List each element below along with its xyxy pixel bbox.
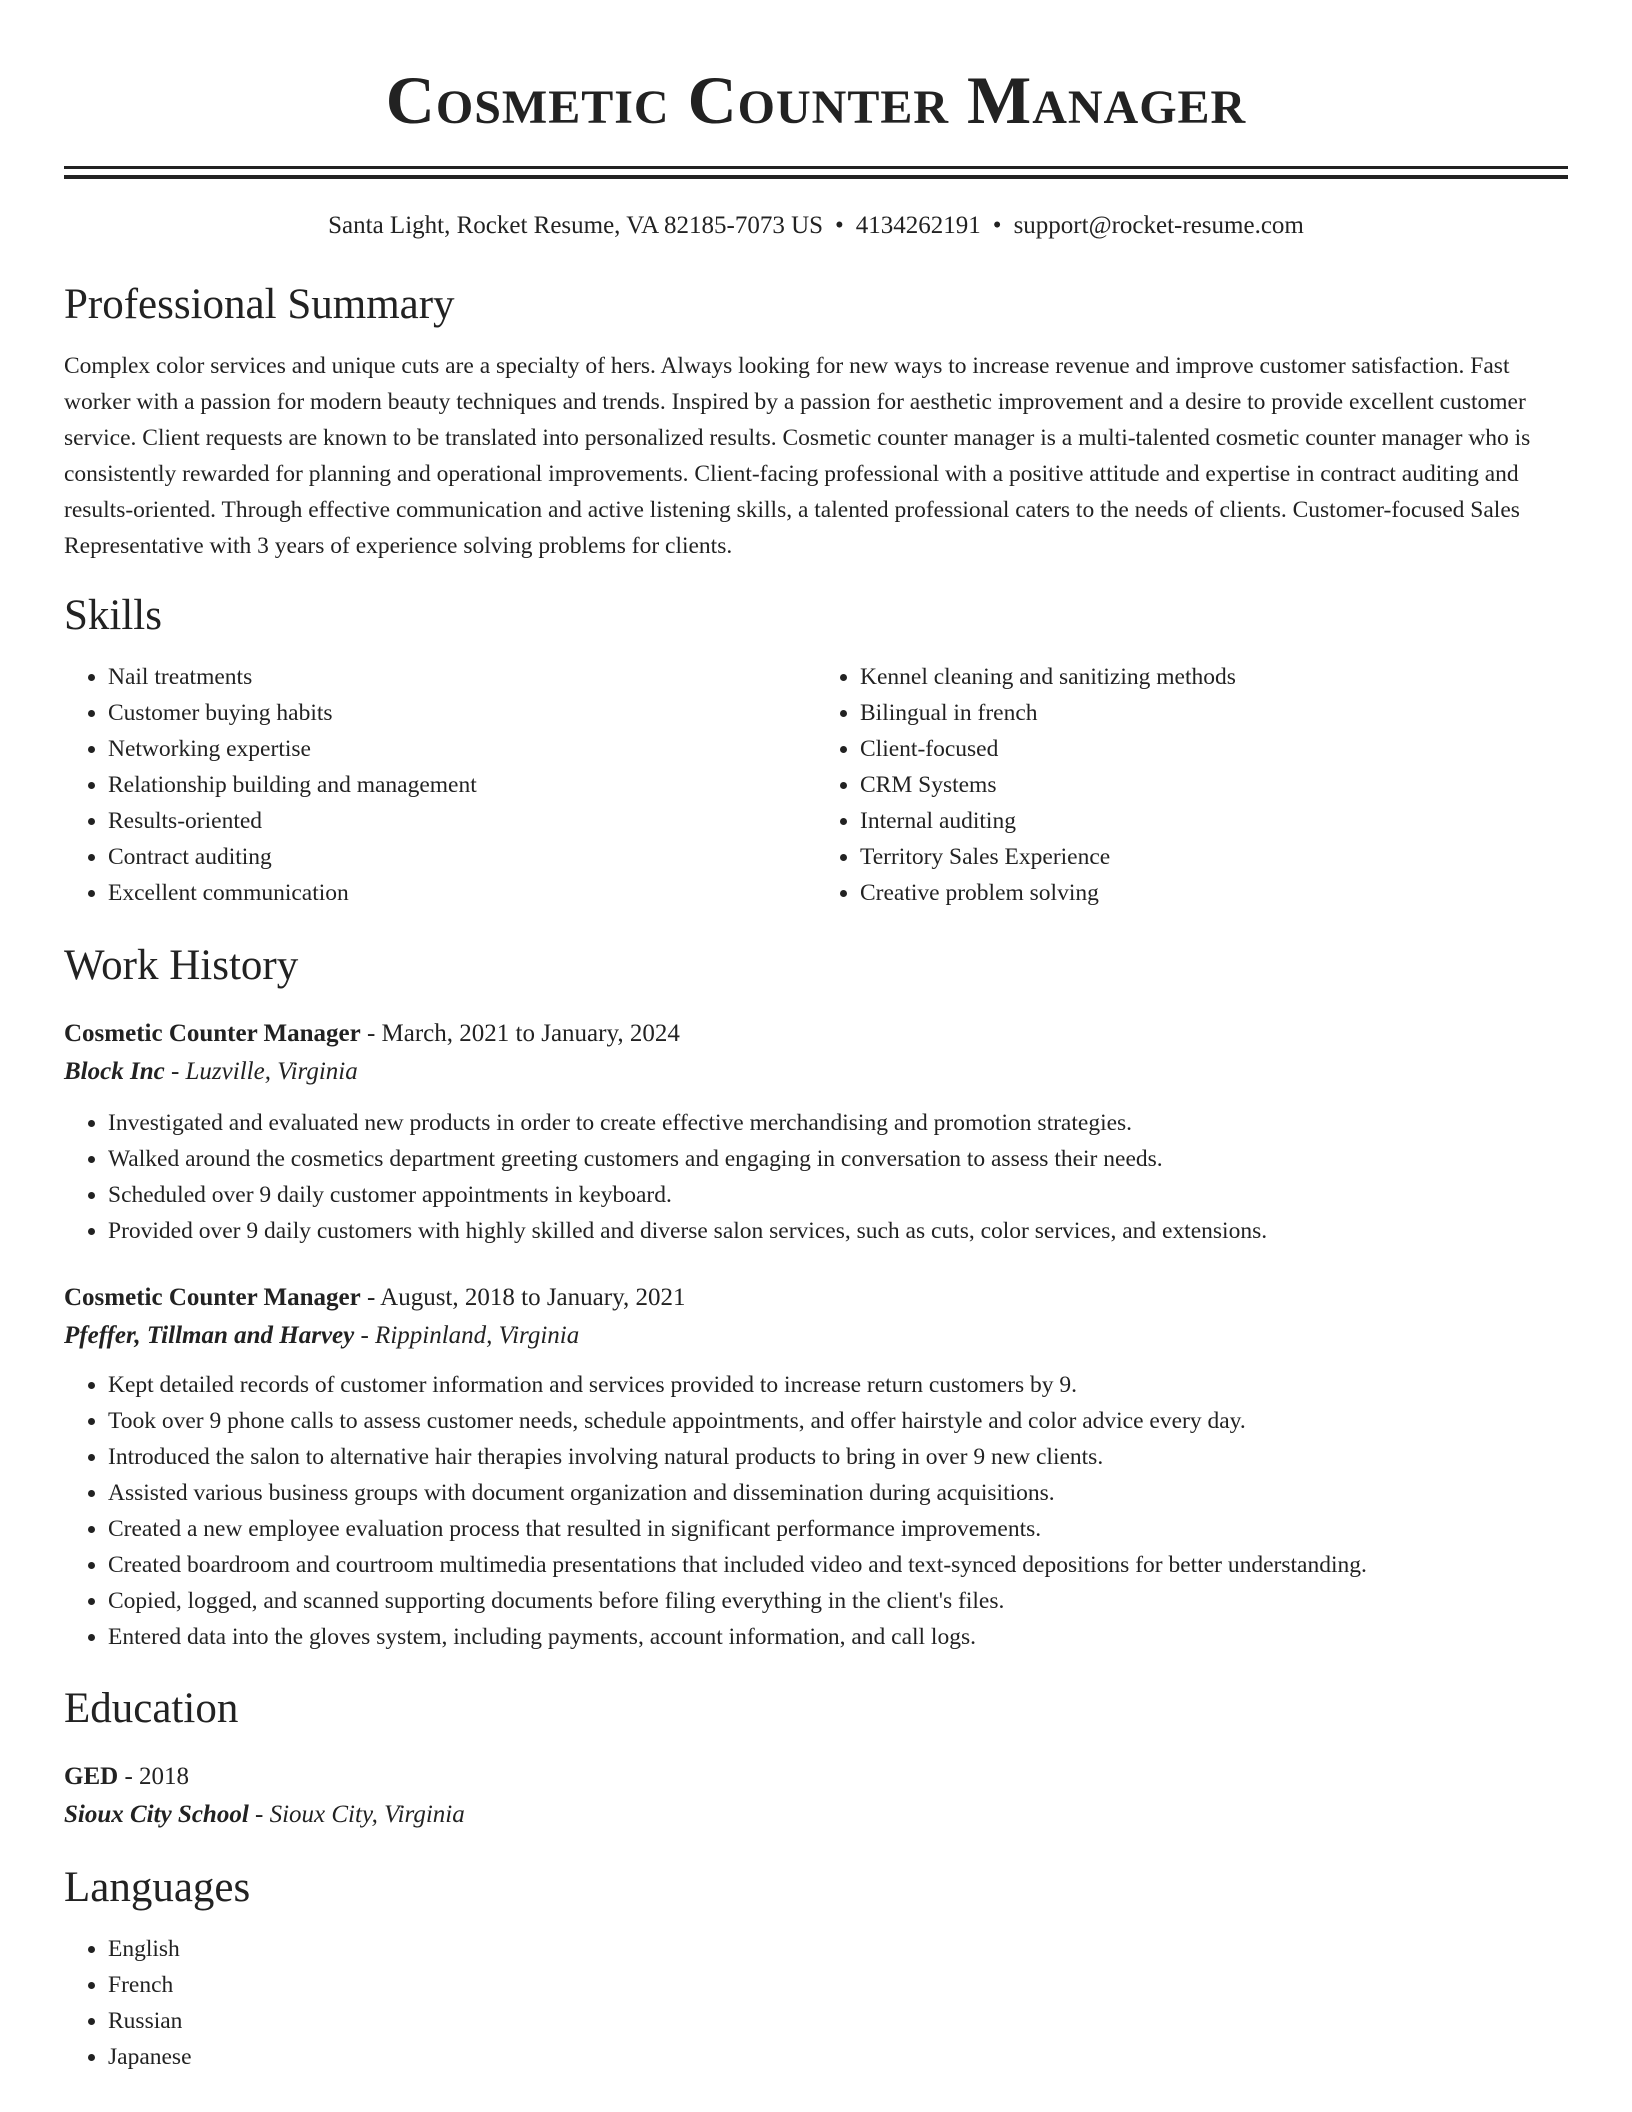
contact-phone: 4134262191 — [855, 212, 981, 239]
education-location: - Sioux City, Virginia — [255, 1801, 465, 1828]
skill-item: • Territory Sales Experience — [860, 839, 1568, 875]
skill-item: • Relationship building and management — [108, 767, 816, 803]
job-duty: • Created boardroom and courtroom multimedia presentations that included video and text-synced depositions for better understanding. — [108, 1547, 1568, 1583]
job-company: Block Inc — [64, 1058, 165, 1085]
job-duties-list — [64, 1105, 1568, 1249]
languages-heading: Languages — [64, 1864, 251, 1911]
job-employer — [64, 1053, 1568, 1091]
job-duty: • Walked around the cosmetics department greeting customers and engaging in conversation to assess their needs. — [108, 1141, 1568, 1177]
skill-item: • Customer buying habits — [108, 695, 816, 731]
job-heading — [64, 1279, 1568, 1317]
skills-columns — [64, 659, 1568, 911]
job-duty: • Scheduled over 9 daily customer appointments in keyboard. — [108, 1177, 1568, 1213]
skill-item: • Creative problem solving — [860, 875, 1568, 911]
job-title: Cosmetic Counter Manager — [64, 1020, 361, 1047]
job-location: - Luzville, Virginia — [170, 1058, 358, 1085]
resume-name: Cosmetic Counter Manager — [385, 62, 1247, 138]
education-year: - 2018 — [124, 1763, 190, 1790]
skill-item: • Bilingual in french — [860, 695, 1568, 731]
contact-separator: • — [835, 212, 844, 239]
job-employer — [64, 1317, 1568, 1355]
work-history-heading: Work History — [64, 942, 299, 989]
job-duty: • Copied, logged, and scanned supporting documents before filing everything in the client's files. — [108, 1583, 1568, 1619]
contact-email[interactable]: support@rocket-resume.com — [1013, 212, 1304, 239]
skills-list-left — [64, 659, 816, 911]
education-degree: GED — [64, 1763, 119, 1790]
language-item: • Russian — [108, 2003, 1568, 2039]
job-duty: • Provided over 9 daily customers with highly skilled and diverse salon services, such as cuts, color services, and extensions. — [108, 1213, 1568, 1249]
education-school-line — [64, 1796, 1568, 1834]
job-location: - Rippinland, Virginia — [360, 1322, 580, 1349]
skills-heading: Skills — [64, 592, 162, 639]
job-company: Pfeffer, Tillman and Harvey — [64, 1322, 355, 1349]
job-duty: • Created a new employee evaluation process that resulted in significant performance improvements. — [108, 1511, 1568, 1547]
contact-separator: • — [992, 212, 1002, 239]
job-duty: • Assisted various business groups with document organization and dissemination during acquisitions. — [108, 1475, 1568, 1511]
job-duty: • Introduced the salon to alternative hair therapies involving natural products to bring in over 9 new clients. — [108, 1439, 1568, 1475]
skill-item: • CRM Systems — [860, 767, 1568, 803]
skill-item: • Excellent communication — [108, 875, 816, 911]
job-duty: • Entered data into the gloves system, including payments, account information, and call logs. — [108, 1619, 1568, 1655]
contact-address: Santa Light, Rocket Resume, VA 82185-7073 US — [328, 212, 824, 239]
language-item: • Japanese — [108, 2039, 1568, 2075]
skill-item: • Results-oriented — [108, 803, 816, 839]
job-dates: - March, 2021 to January, 2024 — [366, 1020, 680, 1047]
language-item: • French — [108, 1967, 1568, 2003]
skill-item: • Contract auditing — [108, 839, 816, 875]
header-divider — [64, 166, 1568, 179]
skill-item: • Client-focused — [860, 731, 1568, 767]
summary-heading: Professional Summary — [64, 281, 455, 328]
languages-list — [64, 1931, 1568, 2075]
job-duty: • Investigated and evaluated new products in order to create effective merchandising and promotion strategies. — [108, 1105, 1568, 1141]
skill-item: • Networking expertise — [108, 731, 816, 767]
skill-item: • Kennel cleaning and sanitizing methods — [860, 659, 1568, 695]
job-duties-list — [64, 1367, 1568, 1655]
education-degree-line — [64, 1758, 1568, 1796]
job-heading — [64, 1015, 1568, 1053]
job-title: Cosmetic Counter Manager — [64, 1284, 361, 1311]
education-heading: Education — [64, 1685, 239, 1732]
job-duty: • Took over 9 phone calls to assess customer needs, schedule appointments, and offer hairstyle and color advice every day. — [108, 1403, 1568, 1439]
job-dates: - August, 2018 to January, 2021 — [366, 1284, 686, 1311]
skill-item: • Internal auditing — [860, 803, 1568, 839]
education-school: Sioux City School — [64, 1801, 249, 1828]
skill-item: • Nail treatments — [108, 659, 816, 695]
skills-list-right — [816, 659, 1568, 911]
summary-text: Complex color services and unique cuts are a specialty of hers. Always looking for new ways to increase revenue and improve customer satisfaction. Fast worker with a passion for modern beauty techniques and trends. Inspired by a passion for aesthetic improvement and a desire to provide excellent customer service. Client requests are known to be translated into personalized results. Cosmetic counter manager is a multi-talented cosmetic counter manager who is consistently rewarded for planning and operational improvements. Client-facing professional with a positive attitude and expertise in contract auditing and results-oriented. Through effective communication and active listening skills, a talented professional caters to the needs of clients. Customer-focused Sales Representative with 3 years of experience solving problems for clients. — [64, 353, 1531, 559]
language-item: • English — [108, 1931, 1568, 1967]
job-duty: • Kept detailed records of customer information and services provided to increase return customers by 9. — [108, 1367, 1568, 1403]
contact-line — [64, 209, 1568, 243]
